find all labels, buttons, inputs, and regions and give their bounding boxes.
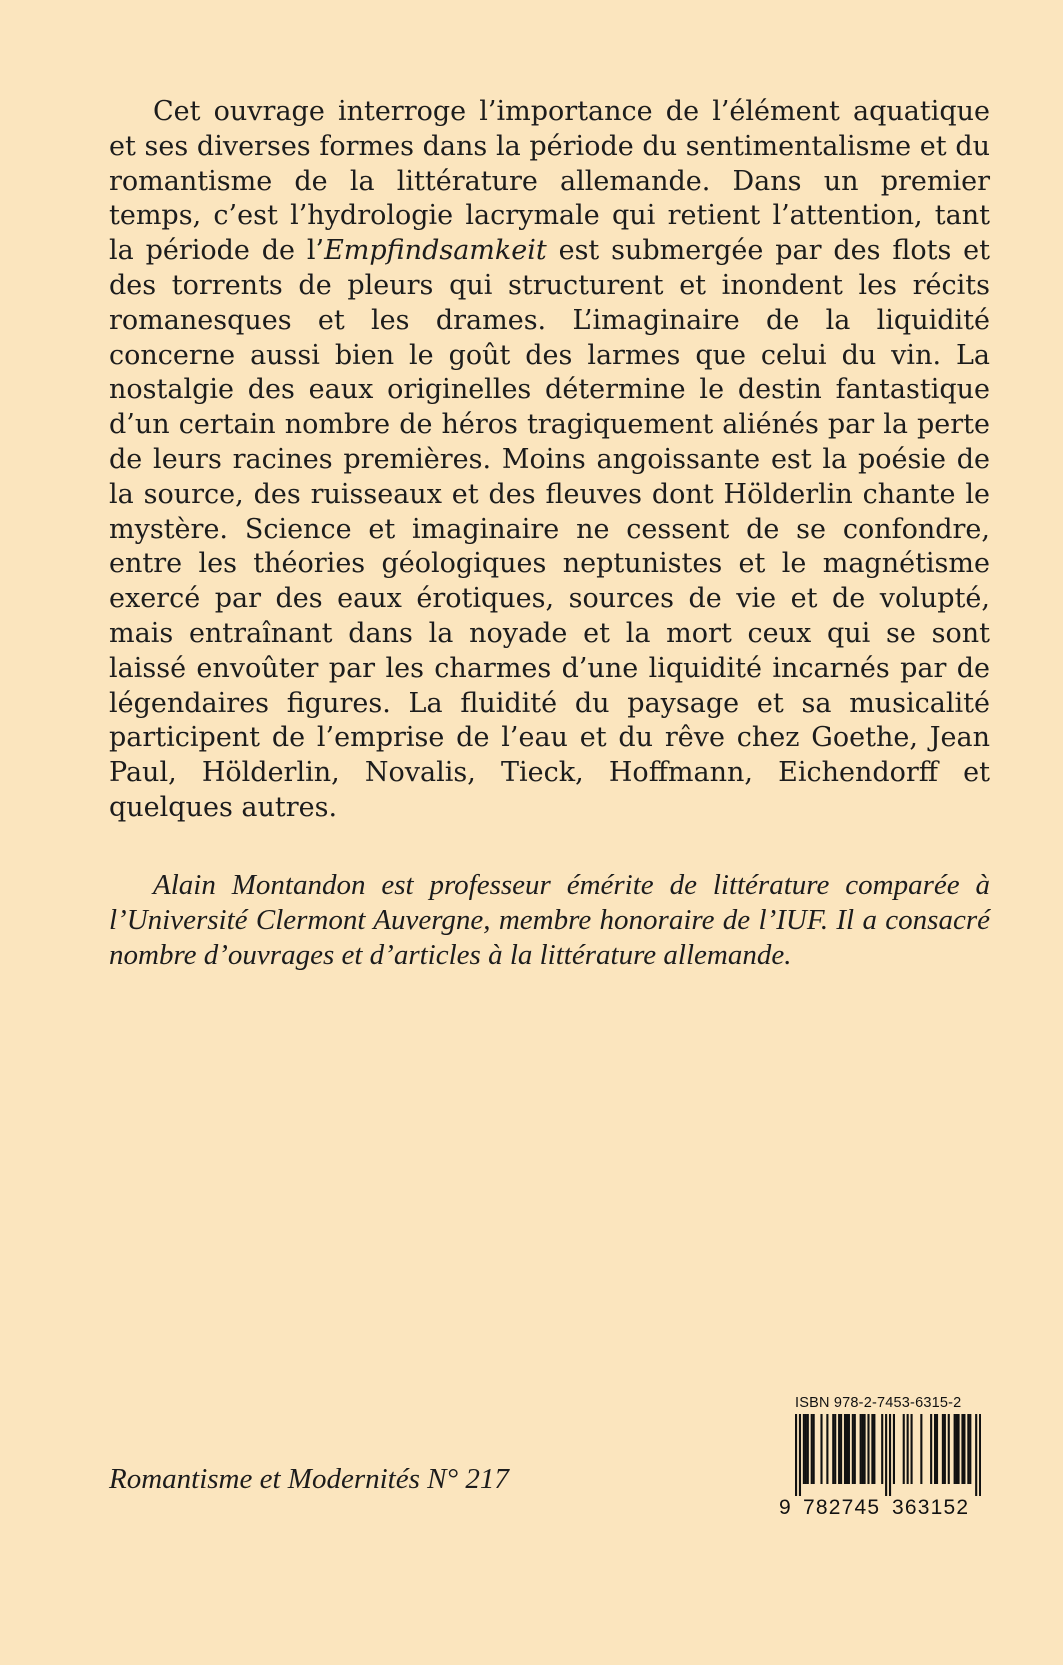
barcode-bar: [934, 1414, 936, 1484]
barcode-bar: [854, 1414, 856, 1484]
author-bio-text: Alain Montandon est professeur émérite de littérature comparée à l’Université Clermont Auvergne, membre honoraire de l’IUF. Il a consacré nombre d’ouvrages et d’articles à la littérature allemande.: [109, 869, 990, 971]
summary-text-part-1: Cet ouvrage interroge l’importance de l’élément aquatique et ses diverses formes dans la période du sentimentalisme et du romantisme de la littérature allemande. Dans un premier temps, c’est l’hydrologie lacrymale qui retient l’attention, tant la période de l’: [109, 96, 990, 267]
barcode-bar: [807, 1414, 809, 1484]
barcode-bar: [969, 1414, 971, 1484]
barcode-digits-left: 782745: [803, 1496, 881, 1519]
barcode-bar: [820, 1414, 822, 1484]
barcode-bar: [954, 1414, 956, 1484]
barcode-bar: [813, 1414, 815, 1484]
barcode-bar: [862, 1414, 864, 1484]
barcode-bar: [903, 1414, 905, 1484]
barcode-bar: [826, 1414, 828, 1484]
barcode-bar: [852, 1414, 854, 1484]
barcode-bar: [844, 1414, 846, 1484]
barcode-digit-first: 9: [779, 1496, 791, 1519]
barcode-bar: [944, 1414, 946, 1484]
barcode-bars: [795, 1414, 981, 1496]
summary-text-part-2: est submergée par des flots et des torrents de pleurs qui structurent et inondent les récits romanesques et les drames. L’imaginaire de la liquidité concerne aussi bien le goût des larmes que celui du vin. La nostalgie des eaux originelles détermine le destin fantastique d’un certain nombre de héros tragiquement aliénés par la perte de leurs racines premières. Moins angoissante est la poésie de la source, des ruisseaux et des fleuves dont Hölderlin chante le mystère. Science et imaginaire ne cessent de se confondre, entre les théories géologiques neptunistes et le magnétisme exercé par des eaux érotiques, sources de vie et de volupté, mais entraînant dans la noyade et la mort ceux qui se sont laissé envoûter par les charmes d’une liquidité incarnés par de légendaires figures. La fluidité du paysage et sa musicalité participent de l’emprise de l’eau et du rêve chez Goethe, Jean Paul, Hölderlin, Novalis, Tieck, Hoffmann, Eichendorff et quelques autres.: [109, 235, 990, 823]
back-cover-summary: [109, 95, 990, 826]
barcode-bar: [961, 1414, 963, 1484]
barcode-bar: [846, 1414, 848, 1484]
barcode-bar: [864, 1414, 866, 1484]
barcode-bar: [867, 1414, 869, 1484]
barcode-bar: [860, 1414, 862, 1484]
barcode-bar: [881, 1414, 883, 1484]
barcode-bar: [956, 1414, 958, 1484]
barcode-guard-bar: [889, 1414, 891, 1496]
summary-italic-term: Empfindsamkeit: [324, 235, 547, 267]
barcode-guard-bar: [979, 1414, 981, 1496]
barcode-bar: [911, 1414, 913, 1484]
barcode-bar: [873, 1414, 875, 1484]
barcode-bar: [803, 1414, 805, 1484]
summary-paragraph: [109, 95, 990, 826]
barcode-bar: [805, 1414, 807, 1484]
barcode-bar: [834, 1414, 836, 1484]
barcode-guard-bar: [885, 1414, 887, 1496]
barcode-bar: [811, 1414, 813, 1484]
isbn-barcode: [779, 1394, 981, 1520]
barcode-digits-right: 363152: [892, 1496, 970, 1519]
barcode-bar: [942, 1414, 944, 1484]
barcode-digits: [779, 1496, 981, 1520]
barcode-bar: [963, 1414, 965, 1484]
barcode-bar: [967, 1414, 969, 1484]
barcode-bar: [936, 1414, 938, 1484]
barcode-bar: [948, 1414, 950, 1484]
barcode-guard-bar: [795, 1414, 797, 1496]
barcode-bar: [840, 1414, 842, 1484]
barcode-bar: [871, 1414, 873, 1484]
isbn-label: ISBN 978-2-7453-6315-2: [795, 1395, 962, 1411]
barcode-bar: [848, 1414, 850, 1484]
barcode-bar: [907, 1414, 909, 1484]
barcode-bar: [958, 1414, 960, 1484]
author-bio: [109, 868, 990, 973]
barcode-bar: [920, 1414, 922, 1484]
barcode-bar: [838, 1414, 840, 1484]
barcode-guard-bar: [975, 1414, 977, 1496]
barcode-bar: [893, 1414, 895, 1484]
barcode-bar: [832, 1414, 834, 1484]
series-title: Romantisme et Modernités N° 217: [109, 1463, 509, 1495]
barcode-bar: [930, 1414, 932, 1484]
barcode-guard-bar: [799, 1414, 801, 1496]
